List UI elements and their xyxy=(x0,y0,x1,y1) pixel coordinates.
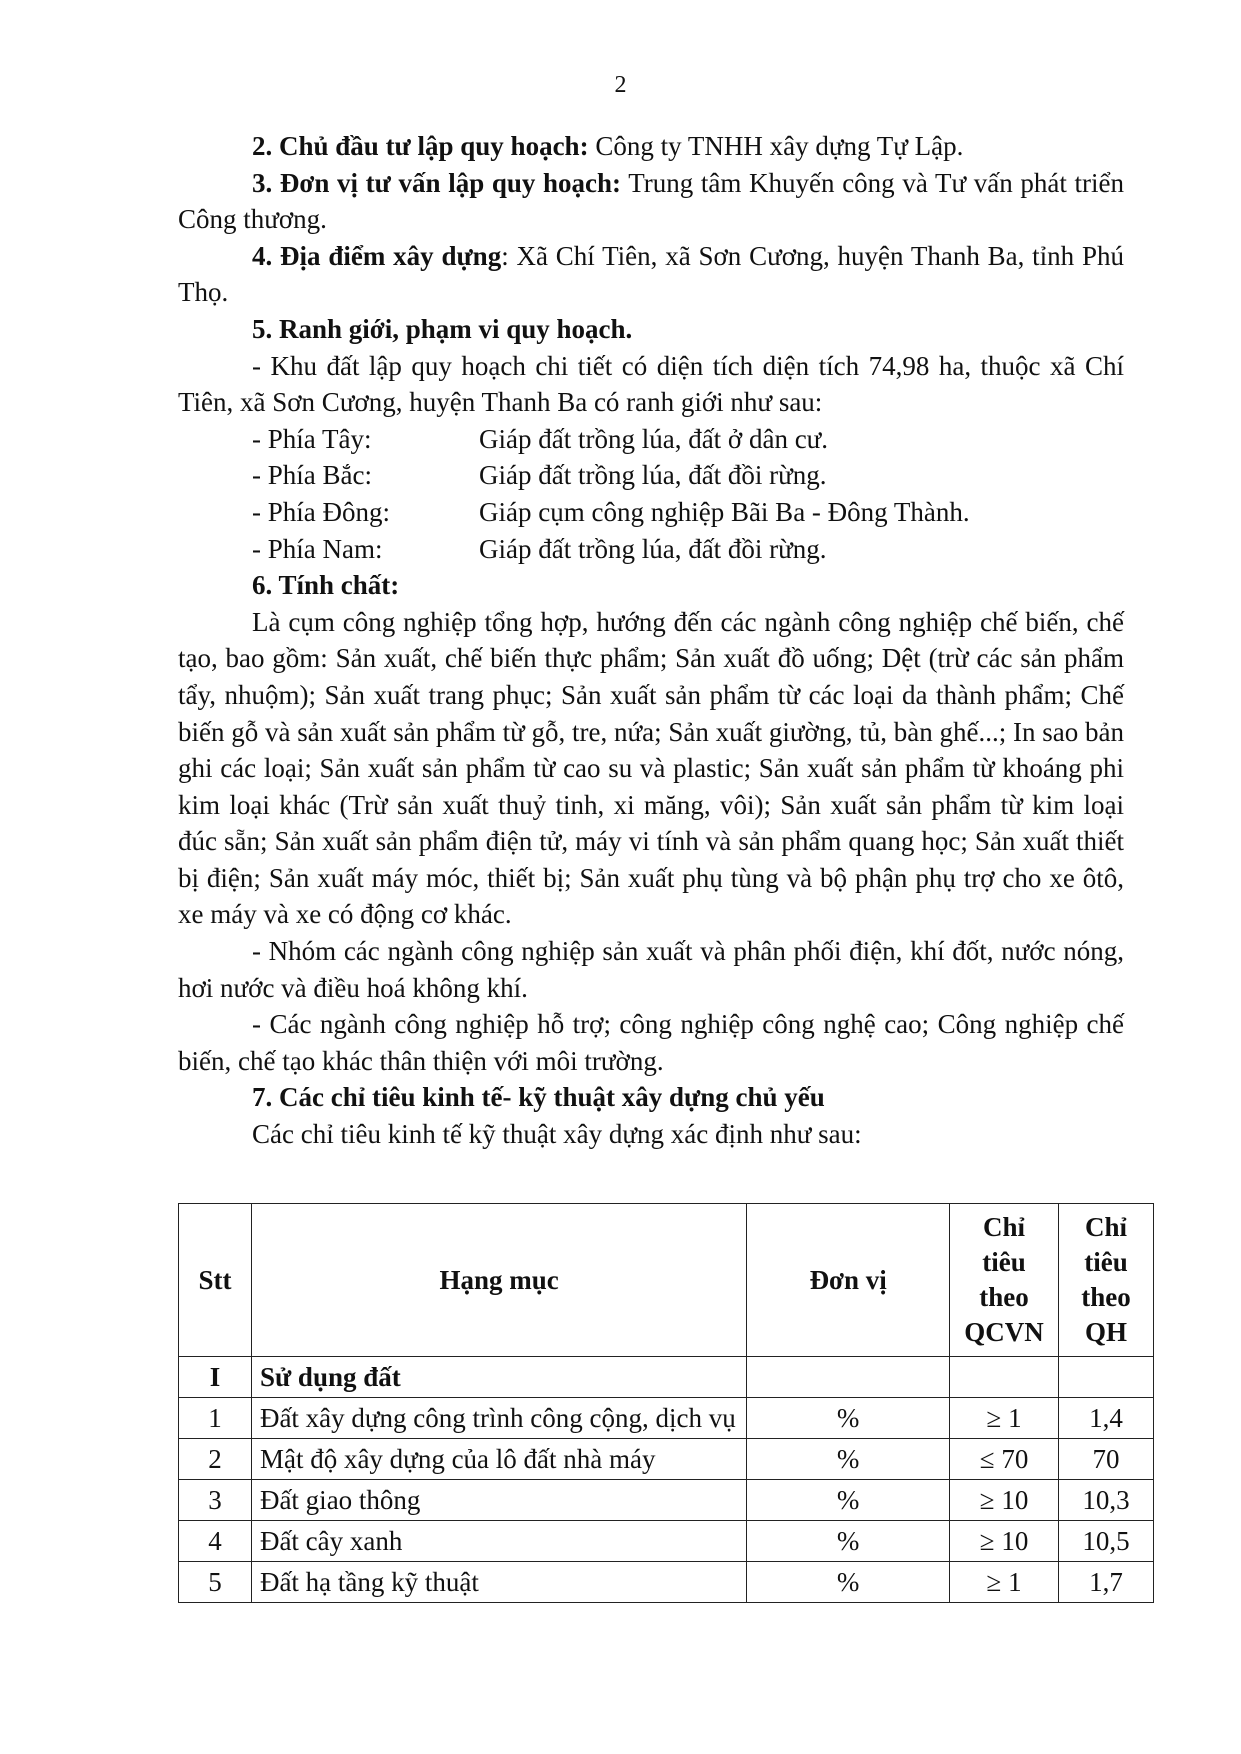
header-item: Hạng mục xyxy=(251,1204,746,1357)
cell-unit: % xyxy=(747,1562,950,1603)
cell-qcvn: ≥ 10 xyxy=(950,1521,1059,1562)
cell-item: Mật độ xây dựng của lô đất nhà máy xyxy=(251,1439,746,1480)
header-qh-line: QH xyxy=(1085,1317,1128,1347)
item-consultant xyxy=(178,165,1124,238)
section-6-heading: 6. Tính chất: xyxy=(252,570,400,601)
cell-item: Đất xây dựng công trình công cộng, dịch vụ xyxy=(251,1398,746,1439)
border-side: - Phía Nam: xyxy=(252,533,383,564)
cell-item: Đất hạ tầng kỹ thuật xyxy=(251,1562,746,1603)
cell-unit: % xyxy=(747,1521,950,1562)
page-number: 2 xyxy=(614,72,627,98)
item-text: Trung tâm Khuyến công và Tư vấn phát triển Công thương. xyxy=(178,167,1125,235)
border-desc: Giáp đất trồng lúa, đất đồi rừng. xyxy=(479,533,827,564)
header-qcvn-line: theo xyxy=(979,1282,1029,1312)
spec-table xyxy=(178,1203,1154,1603)
header-qh xyxy=(1059,1204,1154,1357)
cell-qh: 10,3 xyxy=(1059,1480,1154,1521)
header-qh-line: theo xyxy=(1081,1282,1131,1312)
cell-unit: % xyxy=(747,1480,950,1521)
group-qh-empty xyxy=(1059,1357,1154,1398)
item-text: Công ty TNHH xây dựng Tự Lập. xyxy=(588,131,964,161)
group-unit-empty xyxy=(747,1357,950,1398)
table-row xyxy=(179,1521,1154,1562)
section-7-intro: Các chỉ tiêu kinh tế kỹ thuật xây dựng xác định như sau: xyxy=(252,1119,862,1150)
header-stt: Stt xyxy=(179,1204,252,1357)
border-side: - Phía Bắc: xyxy=(252,460,372,491)
cell-qh: 70 xyxy=(1059,1439,1154,1480)
group-stt: I xyxy=(179,1357,252,1398)
document-body xyxy=(178,128,1124,1153)
cell-item: Đất giao thông xyxy=(251,1480,746,1521)
cell-stt: 4 xyxy=(179,1521,252,1562)
header-qcvn xyxy=(950,1204,1059,1357)
cell-stt: 2 xyxy=(179,1439,252,1480)
border-desc: Giáp đất trồng lúa, đất đồi rừng. xyxy=(479,460,827,491)
cell-qh: 10,5 xyxy=(1059,1521,1154,1562)
cell-unit: % xyxy=(747,1398,950,1439)
cell-item: Đất cây xanh xyxy=(251,1521,746,1562)
section-6-paragraph: - Các ngành công nghiệp hỗ trợ; công nghiệp công nghệ cao; Công nghiệp chế biến, chế tạo khác thân thiện với môi trường. xyxy=(178,1009,1124,1076)
section-5-intro: - Khu đất lập quy hoạch chi tiết có diện tích diện tích 74,98 ha, thuộc xã Chí Tiên, xã Sơn Cương, huyện Thanh Ba có ranh giới như sau: xyxy=(178,350,1124,418)
cell-qcvn: ≤ 70 xyxy=(950,1439,1059,1480)
section-6-paragraph: - Nhóm các ngành công nghiệp sản xuất và phân phối điện, khí đốt, nước nóng, hơi nước và điều hoá không khí. xyxy=(178,936,1124,1003)
border-west xyxy=(178,421,1124,458)
border-side: - Phía Tây: xyxy=(252,423,372,454)
header-unit: Đơn vị xyxy=(747,1204,950,1357)
table-row xyxy=(179,1398,1154,1439)
header-qcvn-line: QCVN xyxy=(964,1317,1044,1347)
cell-stt: 3 xyxy=(179,1480,252,1521)
border-desc: Giáp đất trồng lúa, đất ở dân cư. xyxy=(479,423,829,454)
cell-stt: 1 xyxy=(179,1398,252,1439)
group-qcvn-empty xyxy=(950,1357,1059,1398)
section-7-heading: 7. Các chỉ tiêu kinh tế- kỹ thuật xây dựng chủ yếu xyxy=(252,1082,825,1113)
header-qcvn-line: Chỉ xyxy=(983,1212,1026,1242)
section-5-heading: 5. Ranh giới, phạm vi quy hoạch. xyxy=(252,313,633,344)
border-side: - Phía Đông: xyxy=(252,496,390,527)
header-qcvn-line: tiêu xyxy=(982,1247,1026,1277)
cell-stt: 5 xyxy=(179,1562,252,1603)
header-qh-line: Chỉ xyxy=(1084,1212,1128,1242)
section-6-paragraph: Là cụm công nghiệp tổng hợp, hướng đến các ngành công nghiệp chế biến, chế tạo, bao gồm: Sản xuất, chế biến thực phẩm; Sản xuất đồ uống; Dệt (trừ các sản phẩm tẩy, nhuộm); Sản xuất trang phục; Sản xuất sản phẩm từ các loại da thành phẩm; Chế biến gỗ và sản xuất sản phẩm từ gỗ, tre, nứa; Sản xuất giường, tủ, bàn ghế...; In sao bản ghi các loại; Sản xuất sản phẩm từ cao su và plastic; Sản xuất sản phẩm từ khoáng phi kim loại khác (Trừ sản xuất thuỷ tinh, xi măng, vôi); Sản xuất sản phẩm từ kim loại đúc sẵn; Sản xuất sản phẩm điện tử, máy vi tính và sản phẩm quang học; Sản xuất thiết bị điện; Sản xuất máy móc, thiết bị; Sản xuất phụ tùng và bộ phận phụ trợ cho xe ôtô, xe máy và xe có động cơ khác. xyxy=(178,606,1124,930)
group-name: Sử dụng đất xyxy=(251,1357,746,1398)
item-investor xyxy=(178,128,1124,165)
cell-qcvn: ≥ 1 xyxy=(950,1398,1059,1439)
table-header-row xyxy=(179,1204,1154,1357)
border-south xyxy=(178,531,1124,568)
cell-qh: 1,4 xyxy=(1059,1398,1154,1439)
item-label: 4. Địa điểm xây dựng xyxy=(252,240,502,271)
border-north xyxy=(178,457,1124,494)
item-text: : Xã Chí Tiên, xã Sơn Cương, huyện Thanh Ba, tỉnh Phú Thọ. xyxy=(178,240,1125,308)
table-row xyxy=(179,1480,1154,1521)
header-qh-line: tiêu xyxy=(1084,1247,1128,1277)
table-group-row xyxy=(179,1357,1154,1398)
table-row xyxy=(179,1439,1154,1480)
cell-qcvn: ≥ 1 xyxy=(950,1562,1059,1603)
border-desc: Giáp cụm công nghiệp Bãi Ba - Đông Thành. xyxy=(479,496,970,527)
border-east xyxy=(178,494,1124,531)
cell-unit: % xyxy=(747,1439,950,1480)
item-label: 3. Đơn vị tư vấn lập quy hoạch: xyxy=(252,167,622,198)
table-row xyxy=(179,1562,1154,1603)
item-label: 2. Chủ đầu tư lập quy hoạch: xyxy=(252,131,589,161)
cell-qcvn: ≥ 10 xyxy=(950,1480,1059,1521)
cell-qh: 1,7 xyxy=(1059,1562,1154,1603)
item-location xyxy=(178,238,1124,311)
